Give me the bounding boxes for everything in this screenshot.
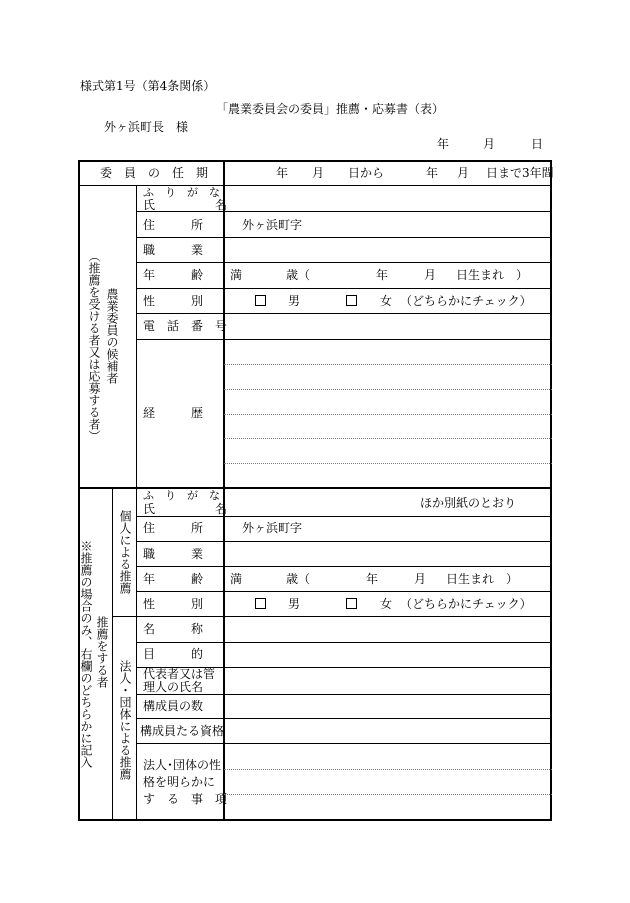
corporate-nature-label-2: 格を明らかに [143,775,216,789]
corporate-rep-label-2: 理人の氏名 [143,680,204,694]
term-from: 日から [348,166,385,180]
form-title: 「農業委員会の委員」推薦・応募書（表） [216,102,445,116]
candidate-occupation-label: 職 業 [143,243,204,257]
candidate-birth-suffix: 日生まれ ） [456,268,529,282]
corporate-section-label: 法人・団体による推薦 [118,660,132,780]
individual-age-label: 年 齢 [143,572,204,586]
candidate-gender-label: 性 別 [143,294,204,308]
individual-birth-month[interactable]: 月 [414,572,427,586]
individual-occupation-label: 職 業 [143,547,204,561]
individual-birth-suffix: 日生まれ ） [446,572,519,586]
term-label: 委 員 の 任 期 [100,166,209,180]
form-number: 様式第1号（第4条関係） [80,79,216,93]
date-year[interactable]: 年 [437,137,450,151]
individual-section-label: 個人による推薦 [118,510,132,594]
term-until: 日まで3年間 [486,166,554,180]
corporate-members-label: 構成員の数 [143,699,204,713]
individual-female-label: 女 [380,597,393,611]
candidate-furigana-label: ふ り が な [143,186,220,199]
candidate-birth-year[interactable]: 年 [376,268,389,282]
candidate-male-label: 男 [288,294,301,308]
candidate-age-unit: 歳（ [286,268,311,282]
candidate-age-label: 年 齢 [143,268,204,282]
individual-age-unit: 歳（ [286,572,311,586]
candidate-side-label: 農業委員の候補者 [105,288,119,384]
candidate-address-label: 住 所 [143,218,204,232]
side-divider [136,185,137,821]
individual-female-checkbox[interactable] [346,598,357,609]
individual-male-checkbox[interactable] [255,598,266,609]
recommender-side-note: ※推薦の場合のみ、右欄のどちらかに記入 [79,540,93,768]
individual-age-prefix: 満 [230,572,243,586]
term-month-2[interactable]: 月 [457,166,470,180]
corporate-name-label: 名 称 [143,622,204,636]
term-month-1[interactable]: 月 [312,166,325,180]
corporate-rep-label-1: 代表者又は管 [143,667,216,681]
corporate-nature-label-3: す る 事 項 [143,792,228,806]
term-year-2[interactable]: 年 [426,166,439,180]
individual-address-value[interactable]: 外ヶ浜町字 [242,521,303,535]
individual-male-label: 男 [288,597,301,611]
individual-birth-year[interactable]: 年 [366,572,379,586]
corporate-purpose-label: 目 的 [143,647,204,661]
individual-furigana-label: ふ り が な [143,489,220,502]
candidate-male-checkbox[interactable] [255,295,266,306]
individual-gender-label: 性 別 [143,597,204,611]
candidate-phone-label: 電 話 番 号 [143,319,228,333]
candidate-birth-month[interactable]: 月 [424,268,437,282]
candidate-name-label: 氏 名 [143,198,228,212]
candidate-female-label: 女 [380,294,393,308]
candidate-age-prefix: 満 [230,268,243,282]
candidate-gender-note: （どちらかにチェック） [400,294,532,308]
individual-name-note: ほか別紙のとおり [420,496,517,510]
column-divider [223,160,225,821]
corporate-nature-label-1: 法人･団体の性 [143,758,222,772]
candidate-career-label: 経 歴 [143,406,204,420]
individual-address-label: 住 所 [143,521,204,535]
recommender-side-label: 推薦をする者 [95,616,109,688]
addressee: 外ヶ浜町長 様 [104,120,189,134]
sub-side-divider [112,488,113,821]
candidate-female-checkbox[interactable] [346,295,357,306]
candidate-side-note: （推薦を受ける者又は応募する者） [87,250,101,442]
term-year-1[interactable]: 年 [276,166,289,180]
individual-gender-note: （どちらかにチェック） [400,597,532,611]
corporate-qualification-label: 構成員たる資格 [140,724,225,738]
date-month[interactable]: 月 [483,137,496,151]
individual-name-label: 氏 名 [143,502,228,516]
candidate-address-value[interactable]: 外ヶ浜町字 [242,218,303,232]
date-day[interactable]: 日 [531,137,544,151]
